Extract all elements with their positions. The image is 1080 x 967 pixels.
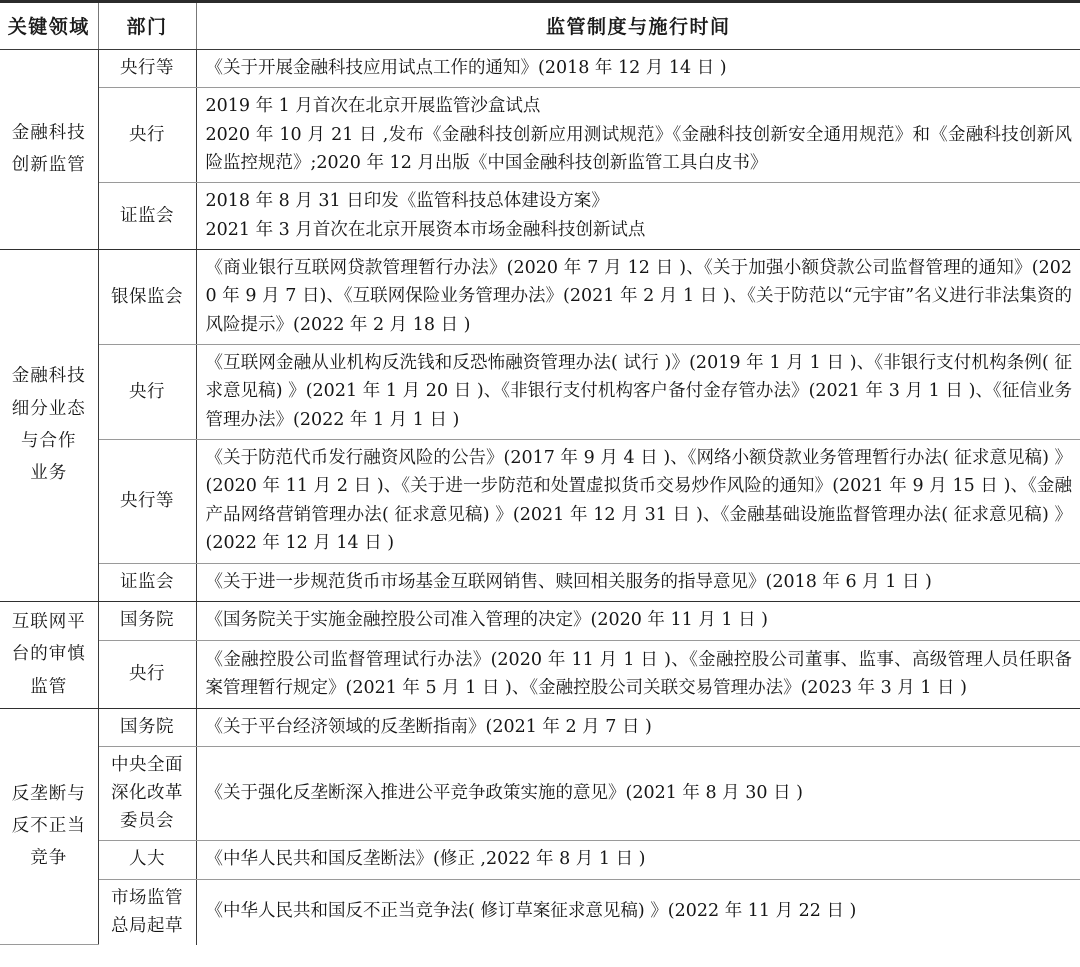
key-area-cell <box>0 601 98 708</box>
key-area-line: 反垄断与 <box>11 783 86 804</box>
regulation-cell <box>196 50 1080 88</box>
department-cell <box>98 250 196 345</box>
regulation-entry: 《中华人民共和国反不正当竞争法( 修订草案征求意见稿) 》(2022 年 11 月 22 日 ) <box>205 901 857 922</box>
key-area-line: 反不正当 <box>11 815 86 836</box>
department-line: 人大 <box>129 849 165 870</box>
department-line: 央行等 <box>120 490 174 511</box>
department-line: 央行 <box>129 381 165 402</box>
table-row <box>0 183 1080 250</box>
regulation-cell <box>196 250 1080 345</box>
table-row <box>0 345 1080 440</box>
department-line: 国务院 <box>120 610 174 631</box>
department-line: 总局起草 <box>111 915 183 936</box>
header-row <box>0 2 1080 50</box>
regulation-cell <box>196 879 1080 945</box>
key-area-cell <box>0 708 98 944</box>
regulation-cell <box>196 345 1080 440</box>
regulation-entry: 《金融控股公司监督管理试行办法》(2020 年 11 月 1 日 )、《金融控股公司董事、监事、高级管理人员任职备案管理暂行规定》(2021 年 5 月 1 日 )、《金融控股公司关联交易管理办法》(2023 年 3 月 1 日 ) <box>205 649 1072 698</box>
department-cell <box>98 183 196 250</box>
header-key-area: 关键领域 <box>0 2 98 50</box>
table-row <box>0 708 1080 746</box>
department-line: 委员会 <box>120 811 174 832</box>
regulation-cell <box>196 563 1080 601</box>
department-cell <box>98 879 196 945</box>
table-body <box>0 50 1080 945</box>
table-row <box>0 640 1080 708</box>
regulation-entry: 《关于强化反垄断深入推进公平竞争政策实施的意见》(2021 年 8 月 30 日 ) <box>205 783 803 804</box>
regulation-entry: 《关于防范代币发行融资风险的公告》(2017 年 9 月 4 日 )、《网络小额贷款业务管理暂行办法( 征求意见稿) 》(2020 年 11 月 2 日 )、《关于进一步防范和处置虚拟货币交易炒作风险的通知》(2021 年 9 月 15 日 )、《金融产品网络营销管理办法( 征求意见稿) 》(2021 年 12 月 31 日 )、《金融基础设施监督管理办法( 征求意见稿) 》(2022 年 12 月 14 日 ) <box>205 448 1072 554</box>
department-line: 证监会 <box>120 205 174 226</box>
department-line: 央行 <box>129 663 165 684</box>
department-cell <box>98 601 196 640</box>
key-area-line: 互联网平 <box>11 611 86 632</box>
table-row <box>0 440 1080 563</box>
department-line: 央行等 <box>120 58 174 79</box>
department-line: 银保监会 <box>111 286 183 307</box>
key-area-cell <box>0 50 98 250</box>
key-area-line: 与合作 <box>21 430 77 451</box>
department-cell <box>98 747 196 841</box>
regulation-cell <box>196 747 1080 841</box>
regulation-entry: 2018 年 8 月 31 日印发《监管科技总体建设方案》 <box>205 191 609 212</box>
regulation-cell <box>196 440 1080 563</box>
key-area-line: 台的审慎 <box>11 644 86 665</box>
regulation-cell <box>196 841 1080 879</box>
department-cell <box>98 708 196 746</box>
department-cell <box>98 88 196 183</box>
regulation-entry: 2019 年 1 月首次在北京开展监管沙盒试点 <box>205 96 541 117</box>
department-cell <box>98 345 196 440</box>
regulation-entry: 《关于平台经济领域的反垄断指南》(2021 年 2 月 7 日 ) <box>205 716 652 737</box>
key-area-cell <box>0 250 98 602</box>
table-row <box>0 879 1080 945</box>
table-row <box>0 563 1080 601</box>
regulation-entry: 《商业银行互联网贷款管理暂行办法》(2020 年 7 月 12 日 )、《关于加强小额贷款公司监督管理的通知》(2020 年 9 月 7 日)、《互联网保险业务管理办法》(2021 年 2 月 1 日 )、《关于防范以“元宇宙”名义进行非法集资的风险提示》(2022 年 2 月 18 日 ) <box>205 258 1072 335</box>
key-area-line: 细分业态 <box>11 398 86 419</box>
department-cell <box>98 440 196 563</box>
regulation-entry: 2020 年 10 月 21 日 ,发布《金融科技创新应用测试规范》《金融科技创新安全通用规范》和《金融科技创新风险监控规范》;2020 年 12 月出版《中国金融科技创新监管工具白皮书》 <box>205 124 1072 174</box>
department-cell <box>98 841 196 879</box>
department-cell <box>98 640 196 708</box>
table-row <box>0 841 1080 879</box>
key-area-line: 业务 <box>30 463 68 484</box>
table-row <box>0 88 1080 183</box>
regulation-cell <box>196 88 1080 183</box>
department-line: 深化改革 <box>111 783 183 804</box>
department-line: 中央全面 <box>111 755 183 776</box>
regulation-entry: 2021 年 3 月首次在北京开展资本市场金融科技创新试点 <box>205 219 646 240</box>
regulation-cell <box>196 708 1080 746</box>
key-area-line: 创新监管 <box>11 155 86 176</box>
table-row <box>0 601 1080 640</box>
regulation-entry: 《互联网金融从业机构反洗钱和反恐怖融资管理办法( 试行 )》(2019 年 1 月 1 日 )、《非银行支付机构条例( 征求意见稿) 》(2021 年 1 月 20 日 )、《非银行支付机构客户备付金存管办法》(2021 年 3 月 1 日 )、《征信业务管理办法》(2022 年 1 月 1 日 ) <box>205 353 1072 430</box>
department-cell <box>98 50 196 88</box>
regulation-cell <box>196 183 1080 250</box>
key-area-line: 金融科技 <box>11 122 86 143</box>
key-area-line: 监管 <box>30 676 68 697</box>
table-header <box>0 2 1080 50</box>
department-line: 市场监管 <box>111 887 183 908</box>
regulation-entry: 《关于开展金融科技应用试点工作的通知》(2018 年 12 月 14 日 ) <box>205 58 727 78</box>
key-area-line: 竞争 <box>30 848 68 869</box>
regulation-cell <box>196 640 1080 708</box>
regulation-entry: 《中华人民共和国反垄断法》(修正 ,2022 年 8 月 1 日 ) <box>205 849 646 870</box>
key-area-line: 金融科技 <box>11 366 86 387</box>
regulation-entry: 《国务院关于实施金融控股公司准入管理的决定》(2020 年 11 月 1 日 ) <box>205 610 768 631</box>
table-row <box>0 747 1080 841</box>
department-line: 证监会 <box>120 571 174 592</box>
department-line: 国务院 <box>120 717 174 738</box>
header-department: 部门 <box>98 2 196 50</box>
header-regulations: 监管制度与施行时间 <box>196 2 1080 50</box>
department-cell <box>98 563 196 601</box>
table-row <box>0 250 1080 345</box>
regulation-entry: 《关于进一步规范货币市场基金互联网销售、赎回相关服务的指导意见》(2018 年 6 月 1 日 ) <box>205 571 932 592</box>
table-row <box>0 50 1080 88</box>
department-line: 央行 <box>129 124 165 145</box>
regulation-cell <box>196 601 1080 640</box>
